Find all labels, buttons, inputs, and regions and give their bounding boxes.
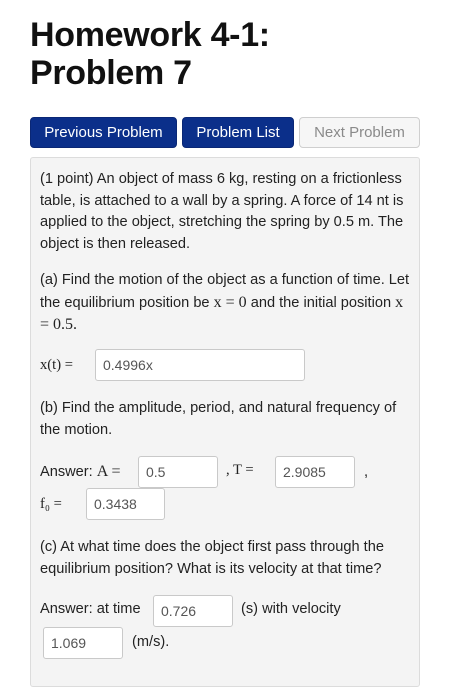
period-comma: ,: [364, 464, 369, 480]
part-a-mid: and the initial position: [250, 294, 392, 311]
answer-label-text: Answer:: [40, 464, 93, 480]
initial-position-equation: x = 0.5.: [40, 293, 404, 334]
part-c-text: (c) At what time does the object first pass through the equilibrium position? What is its velocity at that time?: [40, 539, 384, 577]
previous-problem-button[interactable]: Previous Problem: [30, 117, 177, 148]
frequency-label: f₀ =: [40, 496, 62, 512]
equilibrium-equation: x = 0: [213, 293, 247, 311]
x-of-t-label: x(t) =: [40, 357, 73, 373]
x-of-t-input[interactable]: 0.4996x: [95, 349, 305, 381]
velocity-input[interactable]: 1.069: [43, 627, 123, 659]
answer-time-label: Answer: at time: [40, 601, 141, 617]
frequency-input[interactable]: 0.3438: [86, 488, 165, 520]
problem-intro: (1 point) An object of mass 6 kg, resting on a frictionless table, is attached to a wall by a spring. A force of 14 nt is applied to the object, stretching the spring by 0.5 m. The object is then released.: [40, 171, 404, 252]
seconds-with-velocity-label: (s) with velocity: [241, 601, 341, 617]
amplitude-label: A =: [96, 463, 121, 480]
amplitude-input[interactable]: 0.5: [138, 456, 218, 488]
part-a-text: [40, 270, 412, 337]
time-input[interactable]: 0.726: [153, 595, 233, 627]
period-label: , T =: [226, 462, 254, 478]
problem-list-button[interactable]: Problem List: [182, 117, 294, 148]
page-title: [30, 16, 430, 92]
answer-label: [40, 461, 120, 483]
part-b-text: (b) Find the amplitude, period, and natural frequency of the motion.: [40, 400, 397, 438]
period-input[interactable]: 2.9085: [275, 456, 355, 488]
velocity-unit-label: (m/s).: [132, 634, 170, 650]
page-title-line1: Homework 4-1:: [30, 16, 270, 54]
page-title-line2: Problem 7: [30, 54, 192, 92]
part-a-prompt: (a) Find the motion of the object as a function of time. Let the equilibrium position be: [40, 272, 410, 311]
next-problem-button: Next Problem: [299, 117, 420, 148]
